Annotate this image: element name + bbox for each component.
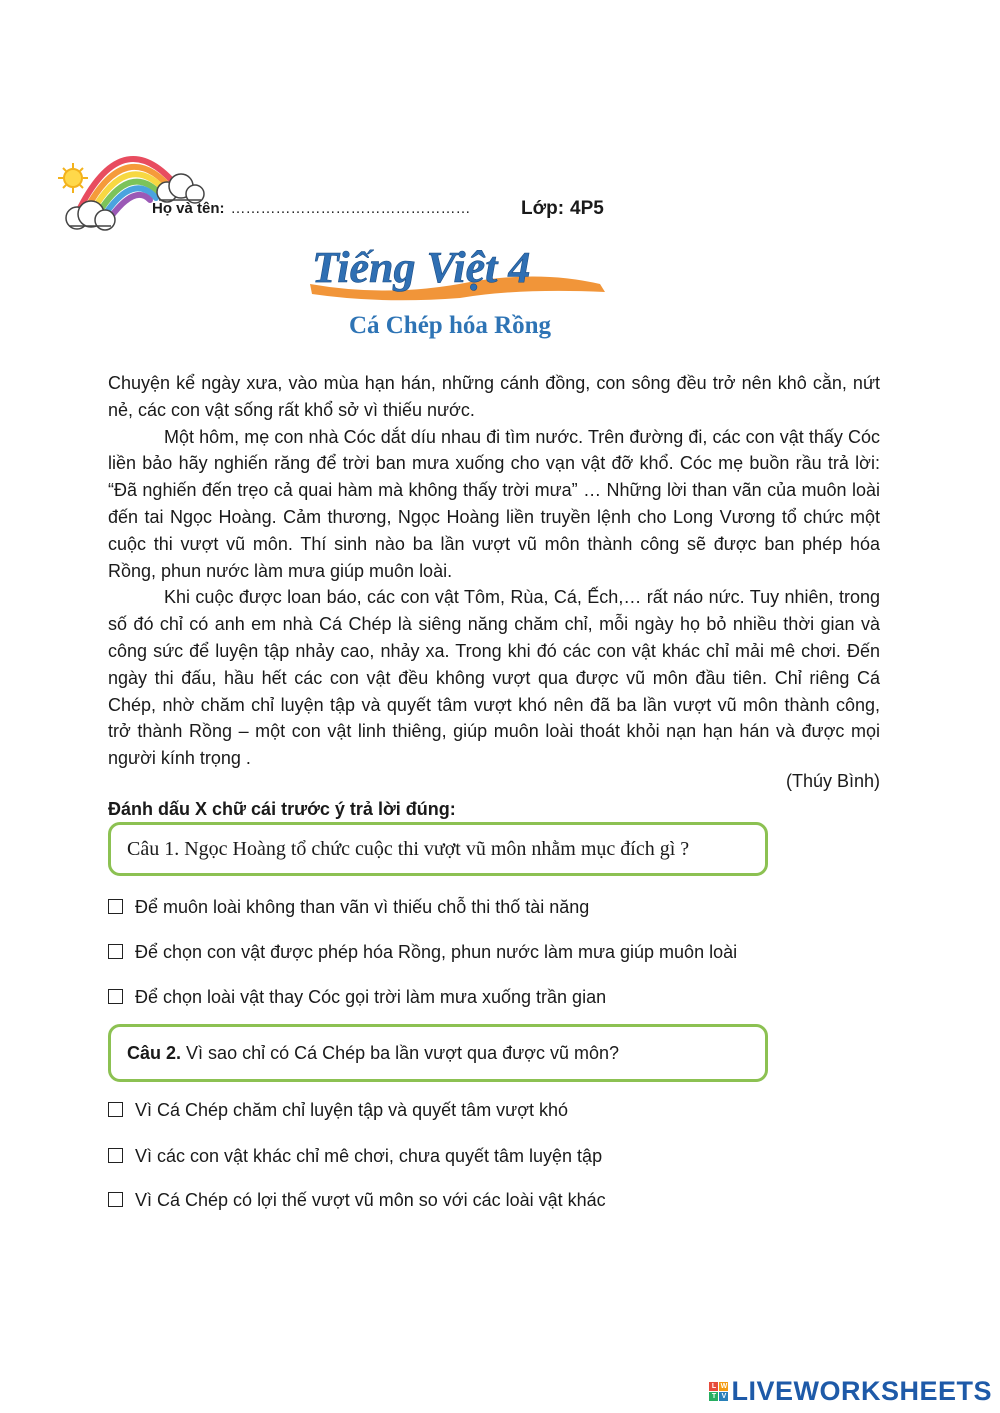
liveworksheets-logo[interactable] — [709, 1376, 992, 1407]
checkbox[interactable] — [108, 1148, 123, 1163]
story-author: (Thúy Bình) — [785, 771, 880, 791]
class-label: Lớp: — [521, 198, 565, 219]
checkbox[interactable] — [108, 989, 123, 1004]
option-label: Vì Cá Chép có lợi thế vượt vũ môn so với các loài vật khác — [135, 1190, 606, 1210]
option-label: Để chọn loài vật thay Cóc gọi trời làm mưa xuống trần gian — [135, 987, 607, 1007]
q2-option-2[interactable] — [108, 1146, 602, 1167]
q2-option-1[interactable] — [108, 1100, 568, 1121]
subject-logo-text: Tiếng Việt 4 — [312, 243, 531, 292]
name-blank[interactable]: ………………………………………… — [230, 200, 471, 217]
class-row — [515, 198, 604, 220]
checkbox[interactable] — [108, 1192, 123, 1207]
story-title: Cá Chép hóa Rồng — [348, 312, 552, 339]
checkbox[interactable] — [108, 1102, 123, 1117]
q1-option-3[interactable] — [108, 987, 606, 1008]
checkbox[interactable] — [108, 944, 123, 959]
q1-option-1[interactable] — [108, 897, 589, 918]
question-2-text: Vì sao chỉ có Cá Chép ba lần vượt qua được vũ môn? — [186, 1043, 619, 1063]
question-1-text: Câu 1. Ngọc Hoàng tổ chức cuộc thi vượt vũ môn nhằm mục đích gì ? — [127, 838, 690, 860]
story-paragraph: Chuyện kể ngày xưa, vào mùa hạn hán, những cánh đồng, con sông đều trở nên khô cằn, nứt nẻ, các con vật sống rất khổ sở vì thiếu nước. — [108, 373, 880, 420]
brand-name: LIVEWORKSHEETS — [731, 1376, 992, 1406]
option-label: Vì Cá Chép chăm chỉ luyện tập và quyết tâm vượt khó — [135, 1100, 569, 1120]
subject-logo — [300, 240, 620, 302]
rainbow-clouds-decoration — [55, 130, 205, 240]
story-paragraph: Khi cuộc được loan báo, các con vật Tôm, Rùa, Cá, Ếch,… rất náo nức. Tuy nhiên, trong số đó chỉ có anh em nhà Cá Chép là siêng năng chăm chỉ, mỗi ngày họ bỏ nhiều thời gian và công sức để luyện tập nhảy cao, nhảy xa. Trong khi đó các con vật khác chỉ mải mê chơi. Đến ngày thi đấu, hầu hết các con vật đều không vượt qua được vũ môn đầu tiên. Chỉ riêng Cá Chép, nhờ chăm chỉ luyện tập và quyết tâm vượt khó nên đã ba lần vượt vũ môn thành công, trở thành Rồng – một con vật linh thiêng, giúp muôn loài thoát khỏi nạn hạn hán và được mọi người kính trọng . — [108, 587, 880, 769]
name-label: Họ và tên: — [152, 200, 225, 217]
class-value: 4P5 — [570, 198, 604, 219]
story-body — [108, 370, 880, 772]
option-label: Vì các con vật khác chỉ mê chơi, chưa quyết tâm luyện tập — [135, 1146, 603, 1166]
question-1-box — [108, 822, 768, 876]
liveworksheets-icon: L W T V — [709, 1382, 728, 1401]
q2-option-3[interactable] — [108, 1190, 606, 1211]
instruction-text: Đánh dấu X chữ cái trước ý trả lời đúng: — [108, 799, 456, 819]
q1-option-2[interactable] — [108, 942, 737, 963]
option-label: Để chọn con vật được phép hóa Rồng, phun nước làm mưa giúp muôn loài — [135, 942, 738, 962]
checkbox[interactable] — [108, 899, 123, 914]
question-2-box — [108, 1024, 768, 1082]
student-name-row — [152, 200, 471, 217]
story-paragraph: Một hôm, mẹ con nhà Cóc dắt díu nhau đi tìm nước. Trên đường đi, các con vật thấy Cóc liền bảo hãy nghiến răng để trời ban mưa xuống cho vạn vật đỡ khổ. Cóc mẹ buồn rầu trả lời: “Đã nghiến đến trẹo cả quai hàm mà không thấy trời mưa” … Những lời than vãn của muôn loài đến tai Ngọc Hoàng. Cảm thương, Ngọc Hoàng liền truyền lệnh cho Long Vương tổ chức một cuộc thi vượt vũ môn. Thí sinh nào ba lần vượt vũ môn thành công sẽ được ban phép hóa Rồng, phun nước làm mưa giúp muôn loài. — [108, 426, 880, 581]
option-label: Để muôn loài không than vãn vì thiếu chỗ thi thố tài năng — [135, 897, 590, 917]
question-2-label: Câu 2. — [127, 1043, 182, 1063]
